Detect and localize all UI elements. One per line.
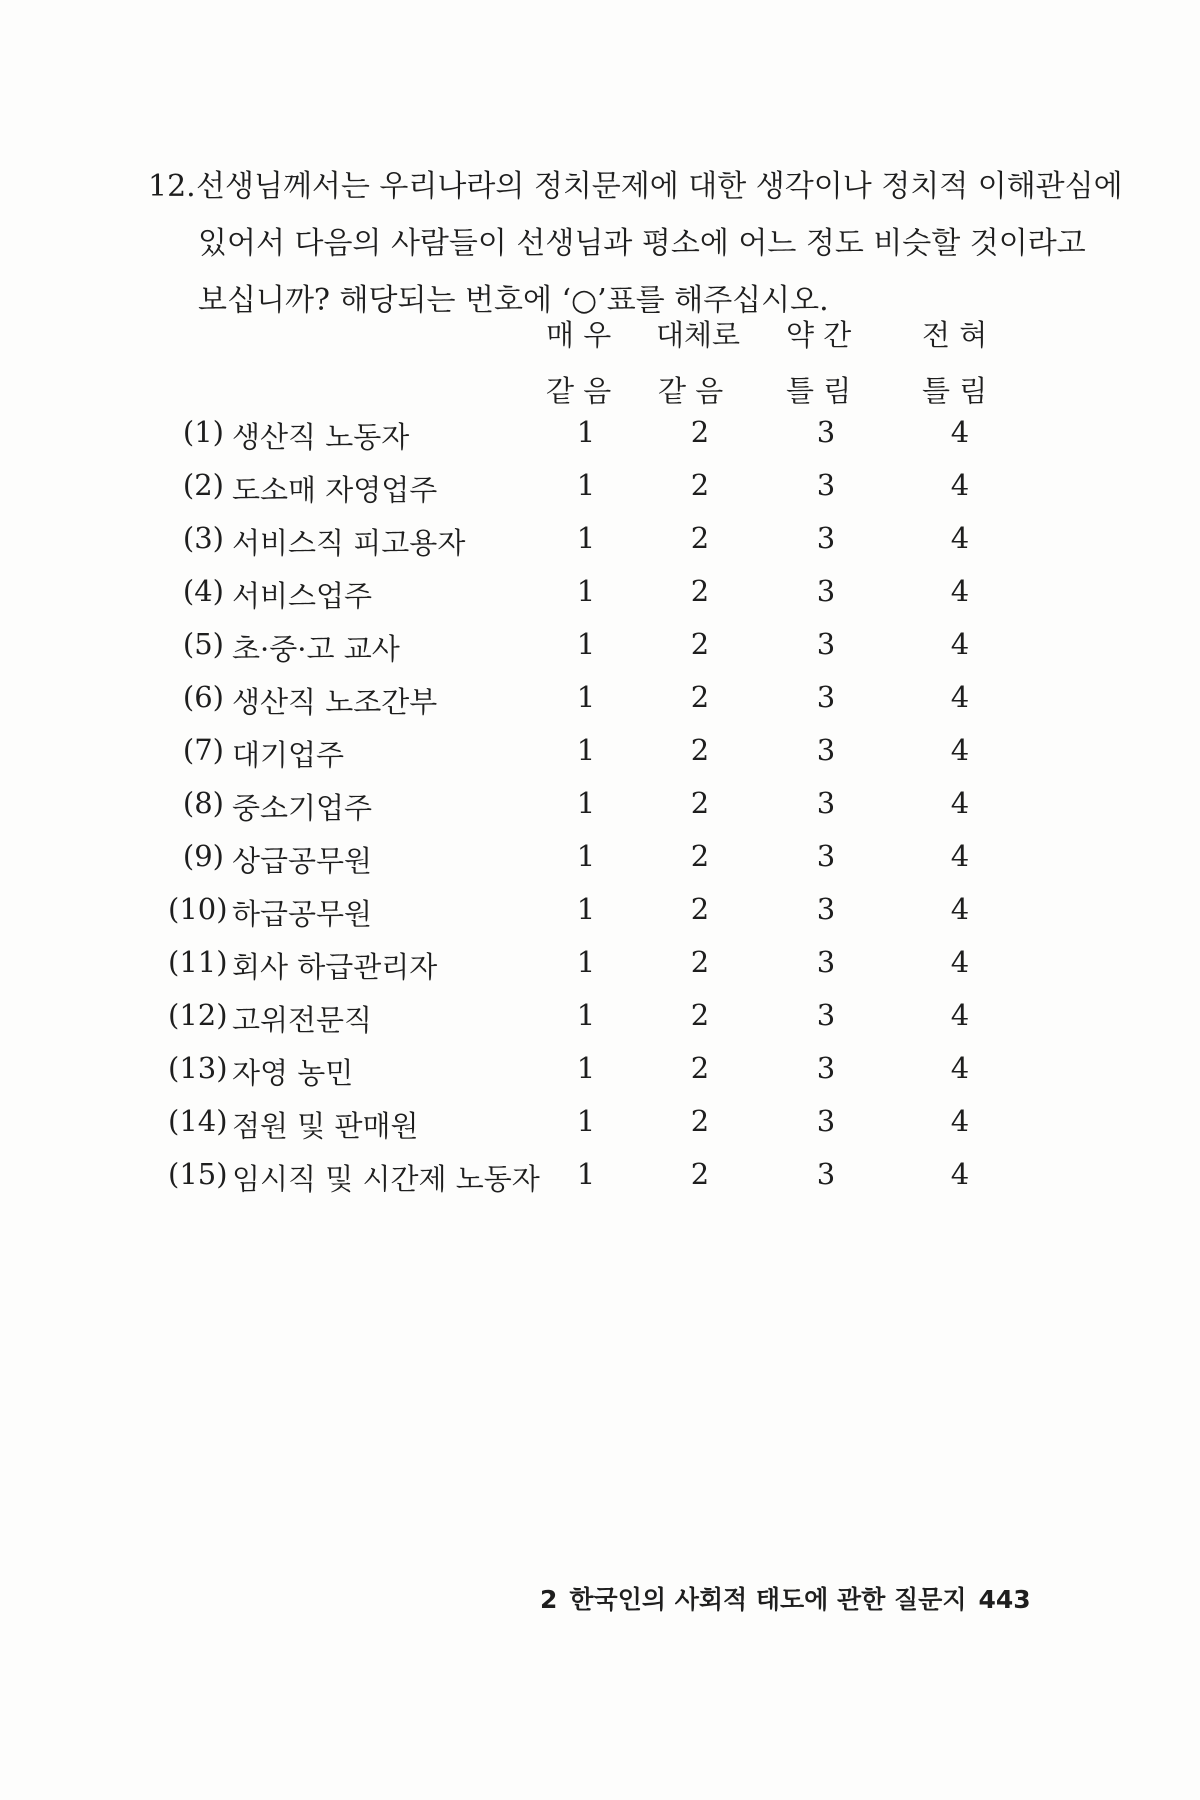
item-label: 서비스업주 [232, 579, 373, 613]
footer-chapter: 2 [540, 1585, 558, 1614]
item-label: 생산직 노동자 [232, 420, 410, 454]
scale-header-3-top: 약 간 [786, 318, 852, 352]
question-block [148, 158, 1123, 329]
option-2[interactable]: 2 [690, 627, 710, 661]
option-1[interactable]: 1 [576, 1104, 596, 1138]
option-3[interactable]: 3 [816, 733, 836, 767]
item-label: 임시직 및 시간제 노동자 [232, 1162, 540, 1196]
item-number: (5) [182, 627, 224, 661]
item-row-13 [0, 1051, 1200, 1104]
option-1[interactable]: 1 [576, 521, 596, 555]
option-1[interactable]: 1 [576, 1157, 596, 1191]
item-number: (14) [168, 1104, 228, 1138]
scale-header-1-top: 매 우 [546, 318, 612, 352]
question-number: 12. [148, 169, 196, 204]
item-label: 중소기업주 [232, 791, 373, 825]
item-label: 점원 및 판매원 [232, 1109, 419, 1143]
option-3[interactable]: 3 [816, 786, 836, 820]
item-label: 대기업주 [232, 738, 345, 772]
option-3[interactable]: 3 [816, 839, 836, 873]
item-label: 하급공무원 [232, 897, 373, 931]
item-label: 상급공무원 [232, 844, 373, 878]
item-number: (6) [182, 680, 224, 714]
option-2[interactable]: 2 [690, 786, 710, 820]
option-2[interactable]: 2 [690, 1051, 710, 1085]
scale-header-4-top: 전 혀 [922, 318, 988, 352]
question-text-1: 선생님께서는 우리나라의 정치문제에 대한 생각이나 정치적 이해관심에 [196, 169, 1123, 204]
option-2[interactable]: 2 [690, 1157, 710, 1191]
option-4[interactable]: 4 [950, 521, 970, 555]
item-number: (4) [182, 574, 224, 608]
option-2[interactable]: 2 [690, 680, 710, 714]
question-line-3: 보십니까? 해당되는 번호에 ‘○’표를 해주십시오. [198, 283, 829, 318]
item-number: (7) [182, 733, 224, 767]
option-3[interactable]: 3 [816, 998, 836, 1032]
page-footer [540, 1580, 1043, 1616]
option-2[interactable]: 2 [690, 521, 710, 555]
question-line-1 [148, 158, 1123, 215]
item-row-2 [0, 468, 1200, 521]
footer-title: 한국인의 사회적 태도에 관한 질문지 [569, 1585, 967, 1614]
option-1[interactable]: 1 [576, 468, 596, 502]
option-3[interactable]: 3 [816, 415, 836, 449]
option-4[interactable]: 4 [950, 892, 970, 926]
option-1[interactable]: 1 [576, 786, 596, 820]
option-2[interactable]: 2 [690, 1104, 710, 1138]
item-row-3 [0, 521, 1200, 574]
option-3[interactable]: 3 [816, 945, 836, 979]
scale-header-3-bottom: 틀 림 [786, 374, 852, 408]
option-1[interactable]: 1 [576, 1051, 596, 1085]
item-number: (9) [182, 839, 224, 873]
option-3[interactable]: 3 [816, 627, 836, 661]
option-2[interactable]: 2 [690, 998, 710, 1032]
item-number: (15) [168, 1157, 228, 1191]
item-number: (10) [168, 892, 228, 926]
item-label: 회사 하급관리자 [232, 950, 438, 984]
option-3[interactable]: 3 [816, 892, 836, 926]
item-row-4 [0, 574, 1200, 627]
option-4[interactable]: 4 [950, 468, 970, 502]
item-number: (11) [168, 945, 228, 979]
option-4[interactable]: 4 [950, 945, 970, 979]
option-2[interactable]: 2 [690, 574, 710, 608]
option-2[interactable]: 2 [690, 945, 710, 979]
scale-header-2-top: 대체로 [656, 318, 741, 352]
scale-header-1-bottom: 같 음 [546, 374, 612, 408]
option-1[interactable]: 1 [576, 892, 596, 926]
option-4[interactable]: 4 [950, 1051, 970, 1085]
scale-header-4-bottom: 틀 림 [922, 374, 988, 408]
item-label: 자영 농민 [232, 1056, 354, 1090]
item-row-12 [0, 998, 1200, 1051]
item-number: (13) [168, 1051, 228, 1085]
item-row-7 [0, 733, 1200, 786]
option-1[interactable]: 1 [576, 415, 596, 449]
option-1[interactable]: 1 [576, 945, 596, 979]
option-4[interactable]: 4 [950, 786, 970, 820]
option-1[interactable]: 1 [576, 839, 596, 873]
option-2[interactable]: 2 [690, 839, 710, 873]
item-row-14 [0, 1104, 1200, 1157]
item-row-5 [0, 627, 1200, 680]
option-3[interactable]: 3 [816, 680, 836, 714]
item-row-1 [0, 415, 1200, 468]
item-label: 초·중·고 교사 [232, 632, 400, 666]
item-number: (8) [182, 786, 224, 820]
item-number: (12) [168, 998, 228, 1032]
option-4[interactable]: 4 [950, 1104, 970, 1138]
question-line-2: 있어서 다음의 사람들이 선생님과 평소에 어느 정도 비슷할 것이라고 [198, 226, 1086, 261]
item-row-6 [0, 680, 1200, 733]
option-1[interactable]: 1 [576, 627, 596, 661]
item-label: 생산직 노조간부 [232, 685, 438, 719]
item-row-8 [0, 786, 1200, 839]
option-1[interactable]: 1 [576, 574, 596, 608]
option-3[interactable]: 3 [816, 468, 836, 502]
option-4[interactable]: 4 [950, 574, 970, 608]
option-1[interactable]: 1 [576, 733, 596, 767]
item-row-11 [0, 945, 1200, 998]
item-label: 도소매 자영업주 [232, 473, 438, 507]
option-4[interactable]: 4 [950, 839, 970, 873]
option-1[interactable]: 1 [576, 998, 596, 1032]
option-2[interactable]: 2 [690, 468, 710, 502]
item-row-9 [0, 839, 1200, 892]
option-3[interactable]: 3 [816, 1104, 836, 1138]
option-4[interactable]: 4 [950, 627, 970, 661]
item-label: 서비스직 피고용자 [232, 526, 466, 560]
option-2[interactable]: 2 [690, 892, 710, 926]
item-label: 고위전문직 [232, 1003, 373, 1037]
option-4[interactable]: 4 [950, 680, 970, 714]
option-3[interactable]: 3 [816, 574, 836, 608]
option-4[interactable]: 4 [950, 733, 970, 767]
option-4[interactable]: 4 [950, 415, 970, 449]
option-2[interactable]: 2 [690, 415, 710, 449]
item-number: (3) [182, 521, 224, 555]
item-row-10 [0, 892, 1200, 945]
item-number: (1) [182, 415, 224, 449]
item-row-15 [0, 1157, 1200, 1210]
page-number: 443 [978, 1585, 1031, 1614]
option-4[interactable]: 4 [950, 1157, 970, 1191]
item-number: (2) [182, 468, 224, 502]
scale-header-2-bottom: 같 음 [658, 374, 724, 408]
option-3[interactable]: 3 [816, 1157, 836, 1191]
option-4[interactable]: 4 [950, 998, 970, 1032]
option-1[interactable]: 1 [576, 680, 596, 714]
option-2[interactable]: 2 [690, 733, 710, 767]
option-3[interactable]: 3 [816, 521, 836, 555]
item-list [0, 415, 1200, 1210]
option-3[interactable]: 3 [816, 1051, 836, 1085]
